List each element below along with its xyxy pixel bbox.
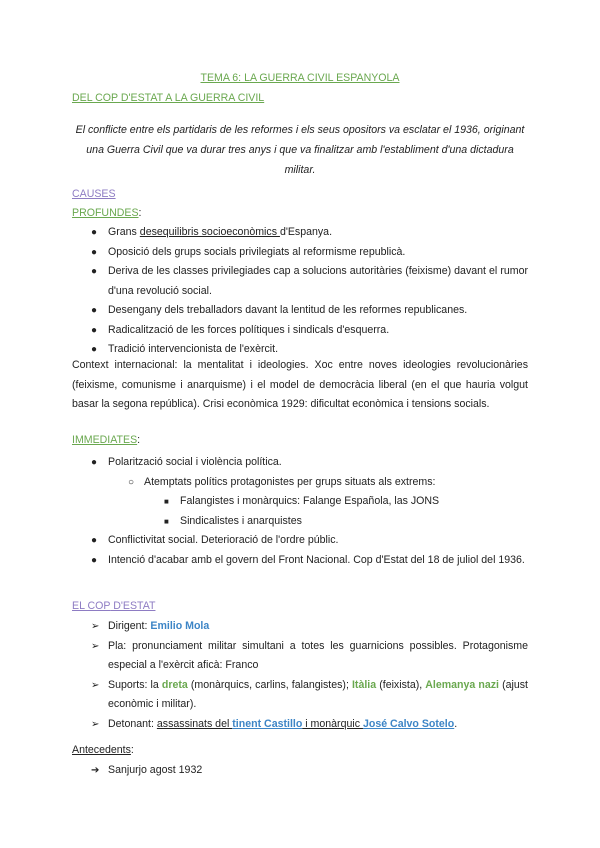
- arrowhead-icon: ➢: [91, 640, 100, 652]
- list-item: [108, 492, 528, 512]
- bullet-icon: ●: [91, 227, 98, 238]
- item-text: Desengany dels treballadors davant la lentitud de les reformes republicanes.: [108, 304, 468, 316]
- square-bullet-icon: ■: [164, 497, 169, 506]
- circle-bullet-icon: ○: [128, 476, 135, 488]
- list-item: [91, 243, 528, 263]
- item-text: Deriva de les classes privilegiades cap a solucions autoritàries (feixisme) davant el rumor d'una revolució social.: [108, 265, 528, 297]
- profundes-heading: [72, 207, 141, 219]
- bullet-icon: ●: [91, 344, 98, 355]
- item-text: Radicalització de les forces polítiques i sindicals d'esquerra.: [108, 323, 390, 336]
- immediates-colon: :: [137, 434, 141, 446]
- tinent-highlight: tinent Castillo: [232, 717, 303, 730]
- list-item: [91, 262, 528, 301]
- intro-paragraph: El conflicte entre els partidaris de les reformes i els seus opositors va esclatar el 1936, originant una Guerra Civil que va durar tres anys i que va finalitzar amb l'establiment d'una dictadura militar.: [75, 124, 525, 176]
- bullet-icon: ●: [91, 457, 98, 468]
- profundes-colon: :: [138, 207, 142, 219]
- item-text: Intenció d'acabar amb el govern del Front Nacional. Cop d'Estat del 18 de juliol del 1936.: [108, 553, 525, 566]
- arrowhead-icon: ➢: [91, 679, 100, 691]
- item-text: Sindicalistes i anarquistes: [180, 514, 302, 527]
- profundes-label: PROFUNDES: [72, 207, 139, 219]
- item-text: (ajust econòmic i militar).: [108, 678, 528, 710]
- item-text: Conflictivitat social. Deterioració de l'ordre públic.: [108, 534, 339, 546]
- list-item: [91, 223, 528, 243]
- square-bullet-icon: ■: [164, 516, 169, 526]
- calvo-highlight: José Calvo Sotelo: [362, 717, 455, 730]
- list-item: [91, 715, 528, 735]
- arrowhead-icon: ➢: [91, 621, 100, 632]
- arrow-right-icon: ➔: [91, 765, 100, 776]
- dreta-highlight: dreta: [161, 678, 188, 691]
- item-text: Pla: pronunciament militar simultani a totes les guarnicions possibles. Protagonisme especial a l'exèrcit aficà: Franco: [108, 639, 528, 671]
- item-text: (monàrquics, carlins, falangistes);: [187, 678, 352, 691]
- list-item: [91, 531, 528, 551]
- document-subtitle: DEL COP D'ESTAT A LA GUERRA CIVIL: [72, 92, 265, 104]
- item-text: d'Espanya.: [279, 226, 333, 238]
- cop-heading-b: D'ESTAT: [110, 600, 156, 612]
- item-text: .: [454, 717, 458, 730]
- antecedents-label: Antecedents: [72, 744, 131, 756]
- item-text: Grans: [108, 226, 140, 238]
- immediates-list: [91, 453, 528, 570]
- item-text-underlined: i monàrquic: [302, 717, 363, 730]
- bullet-icon: ●: [91, 246, 98, 258]
- list-item: [108, 512, 528, 532]
- list-item: [91, 637, 528, 676]
- causes-heading: CAUSES: [72, 188, 116, 200]
- list-item: [91, 617, 528, 637]
- item-text: Sanjurjo agost 1932: [108, 764, 203, 776]
- italia-highlight: Itàlia: [351, 678, 377, 691]
- bullet-icon: ●: [91, 324, 98, 336]
- item-text: Polarització social i violència política.: [108, 456, 282, 468]
- immediates-heading: [72, 434, 140, 446]
- bullet-icon: ●: [91, 554, 98, 566]
- antecedents-colon: :: [130, 744, 134, 756]
- arrowhead-icon: ➢: [91, 718, 100, 730]
- list-item: [91, 551, 528, 571]
- item-text: Tradició intervencionista de l'exèrcit.: [108, 343, 279, 355]
- item-text-underlined: desequilibris socioeconòmics: [139, 226, 280, 238]
- antecedents-list: [91, 761, 528, 781]
- cop-heading: [72, 600, 155, 612]
- immediates-label: IMMEDIATES: [72, 434, 138, 446]
- list-item: [91, 676, 528, 715]
- alemanya-highlight: Alemanya nazi: [425, 678, 499, 691]
- item-text: Falangistes i monàrquics: Falange Española, las JONS: [180, 495, 440, 507]
- list-item: [108, 473, 528, 493]
- antecedents-heading: [72, 744, 134, 756]
- item-text: Dirigent:: [108, 620, 151, 632]
- item-text: Atemptats polítics protagonistes per grups situats als extrems:: [144, 475, 436, 488]
- item-text: Detonant:: [108, 717, 157, 730]
- list-item: [91, 321, 528, 341]
- item-text: (feixista),: [376, 678, 426, 691]
- item-text: Suports: la: [108, 678, 162, 691]
- cop-list: [91, 617, 528, 734]
- item-text: Oposició dels grups socials privilegiats al reformisme republicà.: [108, 245, 406, 258]
- item-text-underlined: assassinats del: [156, 717, 233, 730]
- bullet-icon: ●: [91, 266, 98, 277]
- document-title: TEMA 6: LA GUERRA CIVIL ESPANYOLA: [200, 72, 400, 84]
- cop-heading-a: EL COP: [72, 600, 111, 612]
- bullet-icon: ●: [91, 305, 98, 316]
- profundes-list: [91, 223, 528, 360]
- name-highlight: Emilio Mola: [150, 620, 210, 632]
- list-item: [91, 301, 528, 321]
- list-item: [91, 453, 528, 473]
- context-paragraph: Context internacional: la mentalitat i ideologies. Xoc entre noves ideologies revolucionàries (feixisme, comunisme i anarquisme) i el model de democràcia liberal (en el que hauria volgut basar la segona república). Crisi econòmica 1929: dificultat econòmica i tensions socials.: [72, 359, 528, 410]
- list-item: [91, 761, 528, 781]
- bullet-icon: ●: [91, 535, 98, 546]
